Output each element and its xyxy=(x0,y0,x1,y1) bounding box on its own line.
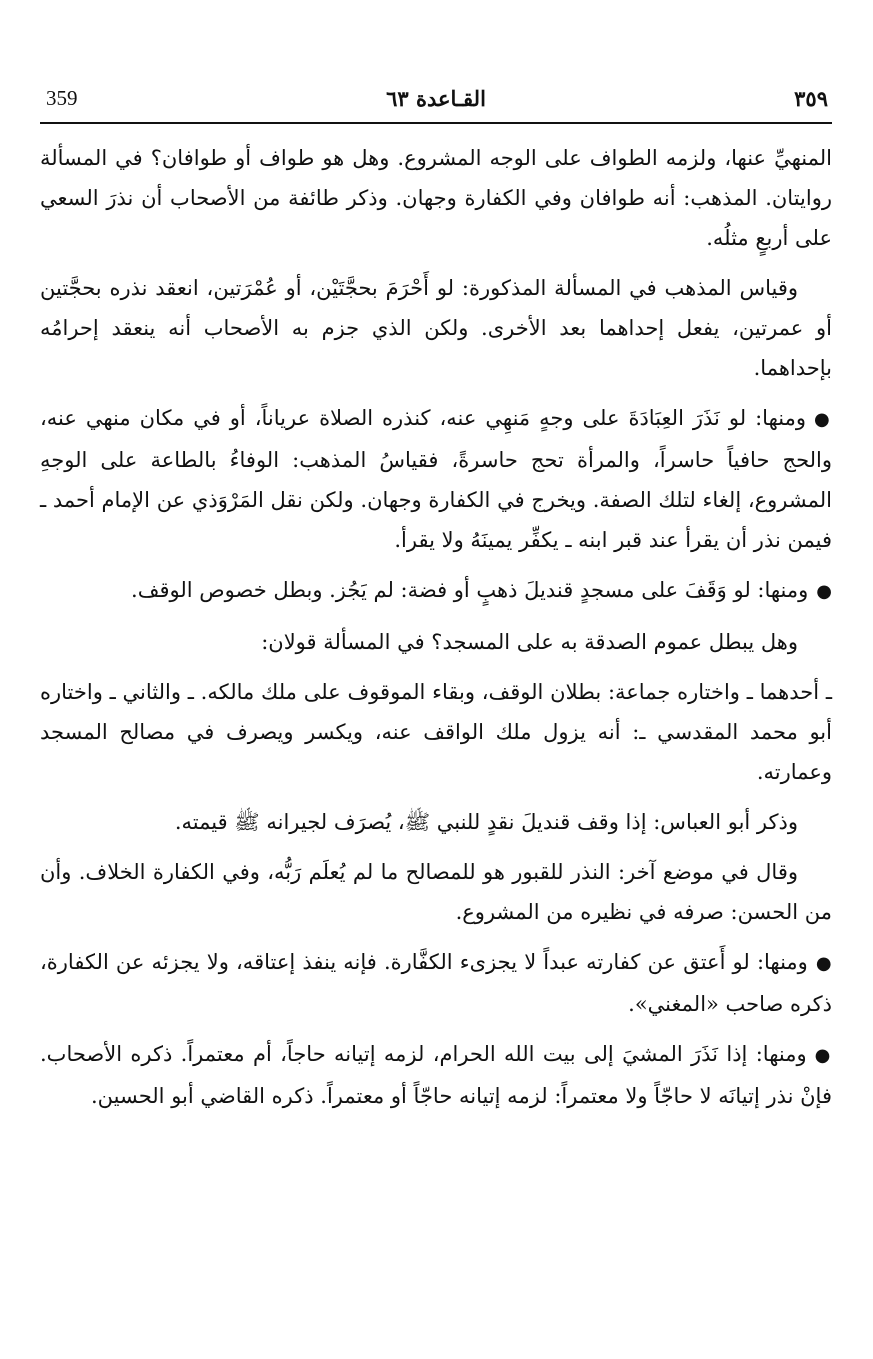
page-header xyxy=(40,82,832,124)
page-number-latin: 359 xyxy=(46,86,78,110)
bullet-icon: ● xyxy=(814,1045,832,1066)
page-body xyxy=(40,138,832,1126)
paragraph xyxy=(40,942,832,1024)
paragraph xyxy=(40,1034,832,1116)
paragraph-text: ـ أحدهما ـ واختاره جماعة: بطلان الوقف، وبقاء الموقوف على ملك مالكه. ـ والثاني ـ واختاره أبو محمد المقدسي ـ: أنه يزول ملك الواقف عنه، ويكسر ويصرف في مصالح المسجد وعمارته. xyxy=(40,680,832,784)
paragraph xyxy=(40,138,832,258)
paragraph-text: ومنها: لو وَقَفَ على مسجدٍ قنديلَ ذهبٍ أو فضة: لم يَجُز. وبطل خصوص الوقف. xyxy=(131,578,809,602)
paragraph-text: وقال في موضع آخر: النذر للقبور هو للمصالح ما لم يُعلَم رَبُّه، وفي الكفارة الخلاف. وأن من الحسن: صرفه في نظيره من المشروع. xyxy=(40,860,832,924)
bullet-icon: ● xyxy=(815,953,832,974)
paragraph xyxy=(40,852,832,932)
paragraph xyxy=(40,802,832,842)
bullet-icon: ● xyxy=(816,581,832,602)
paragraph xyxy=(40,398,832,560)
page-number-arabic: ٣٥٩ xyxy=(794,86,828,111)
paragraph xyxy=(40,570,832,612)
paragraph-text: وقياس المذهب في المسألة المذكورة: لو أَحْرَمَ بحجَّتَيْن، أو عُمْرَتين، انعقد نذره بحجَّتين أو عمرتين، يفعل إحداهما بعد الأخرى. ولكن الذي جزم به الأصحاب أنه ينعقد إحرامُه بإحداهما. xyxy=(40,276,832,380)
paragraph xyxy=(40,672,832,792)
running-title: القـاعدة ٦٣ xyxy=(386,86,486,111)
bullet-icon: ● xyxy=(813,409,832,430)
paragraph-text: المنهيِّ عنها، ولزمه الطواف على الوجه المشروع. وهل هو طواف أو طوافان؟ في المسألة روايتان. المذهب: أنه طوافان وفي الكفارة وجهان. وذكر طائفة من الأصحاب أن نذرَ السعي على أربعٍ مثلُه. xyxy=(40,146,832,250)
paragraph xyxy=(40,622,832,662)
paragraph-text: ومنها: لو أَعتق عن كفارته عبداً لا يجزىء الكفَّارة. فإنه ينفذ إعتاقه، ولا يجزئه عن الكفارة، ذكره صاحب «المغني». xyxy=(40,950,832,1016)
paragraph xyxy=(40,268,832,388)
paragraph-text: وهل يبطل عموم الصدقة به على المسجد؟ في المسألة قولان: xyxy=(261,630,798,654)
paragraph-text: وذكر أبو العباس: إذا وقف قنديلَ نقدٍ للنبي ﷺ، يُصرَف لجيرانه ﷺ قيمته. xyxy=(174,810,798,834)
paragraph-text: ومنها: لو نَذَرَ العِبَادَةَ على وجهٍ مَنهِي عنه، كنذره الصلاة عرياناً، أو في مكان منهي عنه، والحج حافياً حاسراً، والمرأة تحج حاسرةً، فقياسُ المذهب: الوفاءُ بالطاعة على الوجهِ المشروع، إلغاء لتلك الصفة. ويخرج في الكفارة وجهان. ولكن نقل المَرْوَذي عن الإمام أحمد ـ فيمن نذر أن يقرأ عند قبر ابنه ـ يكفِّر يمينَهُ ولا يقرأ. xyxy=(40,406,832,552)
paragraph-text: ومنها: إذا نَذَرَ المشيَ إلى بيت الله الحرام، لزمه إتيانه حاجاً، أم معتمراً. ذكره الأصحاب. فإنْ نذر إتيانَه لا حاجّاً ولا معتمراً: لزمه إتيانه حاجّاً أو معتمراً. ذكره القاضي أبو الحسين. xyxy=(40,1042,832,1108)
